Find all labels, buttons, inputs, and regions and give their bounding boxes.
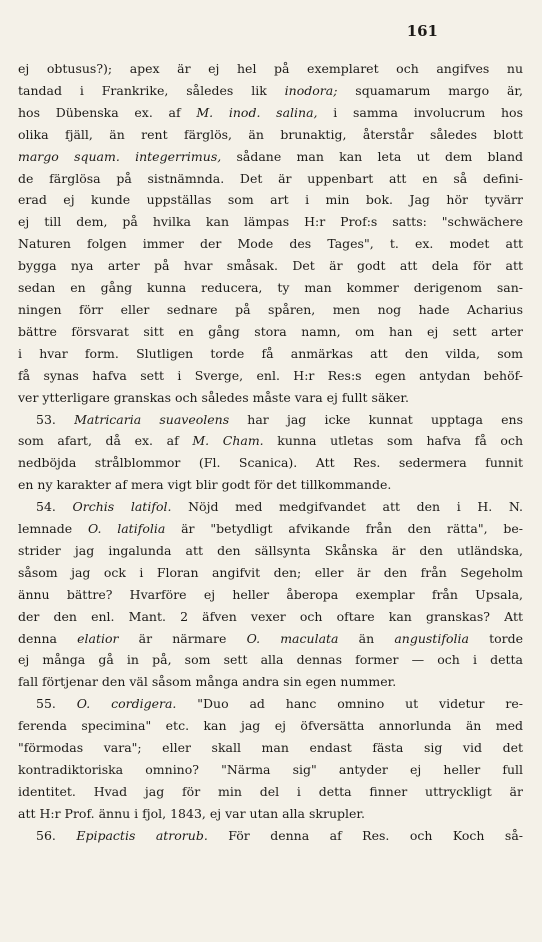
text-segment: lemnade <box>18 521 88 537</box>
text-line <box>18 540 523 562</box>
text-segment: har jag icke kunnat upptaga ens <box>229 411 523 427</box>
text-segment: ej till dem, på hvilka kan lämpas H:r Prof:s satts: "schwächere <box>18 214 523 230</box>
text-segment: olika fjäll, än rent färglös, än brunaktig, återstår således blott <box>18 126 523 142</box>
italic-text: O. cordigera. <box>76 696 177 712</box>
text-line <box>18 803 523 825</box>
text-line <box>18 146 523 168</box>
text-segment: bygga nya arter på hvar småsak. Det är godt att dela för att <box>18 258 523 274</box>
text-segment: nedböjda strålblommor (Fl. Scanica). Att Res. sedermera funnit <box>18 455 523 471</box>
text-line <box>18 102 523 124</box>
text-line <box>18 518 523 540</box>
text-segment: "Duo ad hanc omnino ut videtur re- <box>176 696 523 712</box>
text-segment: hos Dübenska ex. af <box>18 104 197 120</box>
text-line <box>18 365 523 387</box>
text-line <box>18 387 523 409</box>
text-segment: sedan en gång kunna reducera, ty man kommer derigenom san- <box>18 280 523 296</box>
text-line <box>18 233 523 255</box>
text-segment: 56. <box>36 827 77 843</box>
text-line <box>18 452 523 474</box>
page-number: 161 <box>406 22 438 40</box>
text-segment: 55. <box>36 696 77 712</box>
text-line <box>18 124 523 146</box>
text-line <box>18 430 523 452</box>
text-line <box>18 80 523 102</box>
italic-text: inodora; <box>284 82 338 98</box>
text-segment: ej obtusus?); apex är ej hel på exemplaret och angifves nu <box>18 61 523 76</box>
text-segment: Naturen folgen immer der Mode des Tages", t. ex. modet att <box>18 236 523 252</box>
text-line <box>18 343 523 365</box>
text-line <box>18 715 523 737</box>
text-segment: "förmodas vara"; eller skall man endast fästa sig vid det <box>18 740 523 756</box>
text-segment: ännu bättre? Hvarföre ej heller åberopa exemplar från Upsala, <box>18 586 523 602</box>
text-line <box>18 211 523 233</box>
text-segment: kontradiktoriska omnino? "Närma sig" antyder ej heller full <box>18 762 523 777</box>
text-segment: denna <box>18 630 78 646</box>
text-segment: en ny karakter af mera vigt blir godt för det tillkommande. <box>18 477 392 493</box>
text-segment: 53. <box>36 411 75 427</box>
text-segment: ver ytterligare granskas och således måste vara ej fullt säker. <box>18 389 409 405</box>
text-line <box>18 168 523 190</box>
italic-text: Matricaria suaveolens <box>74 411 230 427</box>
text-segment: ningen förr eller sednare på spåren, men nog hade Acharius <box>18 301 523 317</box>
text-line <box>18 584 523 606</box>
text-segment: torde <box>468 630 524 646</box>
text-line <box>18 255 523 277</box>
text-line <box>18 671 523 693</box>
text-line <box>18 58 523 80</box>
text-segment: i hvar form. Slutligen torde få anmärkas att den vilda, som <box>18 345 523 361</box>
text-segment: än <box>338 630 395 646</box>
text-segment: få synas hafva sett i Sverge, enl. H:r Res:s egen antydan behöf- <box>18 367 523 383</box>
text-line <box>18 321 523 343</box>
text-segment: 54. <box>36 499 73 515</box>
text-segment: kunna utletas som hafva få och <box>263 433 524 449</box>
text-line <box>18 409 523 431</box>
italic-text: angustifolia <box>394 630 469 646</box>
text-segment: der den enl. Mant. 2 äfven vexer och oftare kan granskas? Att <box>18 608 523 624</box>
text-line <box>18 474 523 496</box>
text-line <box>18 299 523 321</box>
text-segment: de färglösa på sistnämnda. Det är uppenbart att en så defini- <box>18 170 523 186</box>
text-line <box>18 825 523 847</box>
text-line <box>18 277 523 299</box>
text-line <box>18 737 523 759</box>
italic-text: O. maculata <box>246 630 339 646</box>
text-segment: såsom jag ock i Floran angifvit den; eller är den från Segeholm <box>18 564 523 580</box>
text-line <box>18 189 523 211</box>
italic-text: margo squam. integerrimus, <box>18 148 222 164</box>
text-line <box>18 649 523 671</box>
italic-text: elatior <box>77 630 119 646</box>
text-line <box>18 562 523 584</box>
text-line <box>18 496 523 518</box>
italic-text: M. inod. salina, <box>196 104 318 120</box>
text-line <box>18 606 523 628</box>
text-segment: ferenda specimina" etc. kan jag ej öfversätta annorlunda än med <box>18 718 523 734</box>
text-segment: strider jag ingalunda att den sällsynta Skånska är den utländska, <box>18 542 523 558</box>
text-segment: erad ej kunde uppställas som art i min bok. Jag hör tyvärr <box>18 192 523 208</box>
text-segment: squamarum margo är, <box>337 82 523 98</box>
text-segment: tandad i Frankrike, således lik <box>18 82 285 98</box>
text-segment: att H:r Prof. ännu i fjol, 1843, ej var utan alla skrupler. <box>18 805 365 821</box>
text-line <box>18 781 523 803</box>
italic-text: Epipactis atrorub. <box>76 827 208 843</box>
text-segment: fall förtjenar den väl såsom många andra sin egen nummer. <box>18 674 397 690</box>
text-segment: ej många gå in på, som sett alla dennas former — och i detta <box>18 652 523 668</box>
text-line <box>18 759 523 781</box>
text-line <box>18 693 523 715</box>
text-segment: sådane man kan leta ut dem bland <box>221 148 523 164</box>
text-segment: identitet. Hvad jag för min del i detta finner uttryckligt är <box>18 783 523 799</box>
text-segment: Nöjd med medgifvandet att den i H. N. <box>171 499 523 515</box>
italic-text: O. latifolia <box>87 521 166 537</box>
body-text <box>18 58 523 847</box>
text-line <box>18 628 523 650</box>
text-segment: är närmare <box>118 630 247 646</box>
text-segment: som afart, då ex. af <box>18 433 193 449</box>
italic-text: M. Cham. <box>192 433 264 449</box>
text-segment: bättre försvarat sitt en gång stora namn, om han ej sett arter <box>18 323 523 339</box>
text-segment: i samma involucrum hos <box>317 104 523 120</box>
text-segment: är "betydligt afvikande från den rätta", be- <box>165 521 523 537</box>
italic-text: Orchis latifol. <box>72 499 172 515</box>
text-segment: För denna af Res. och Koch så- <box>207 827 524 843</box>
